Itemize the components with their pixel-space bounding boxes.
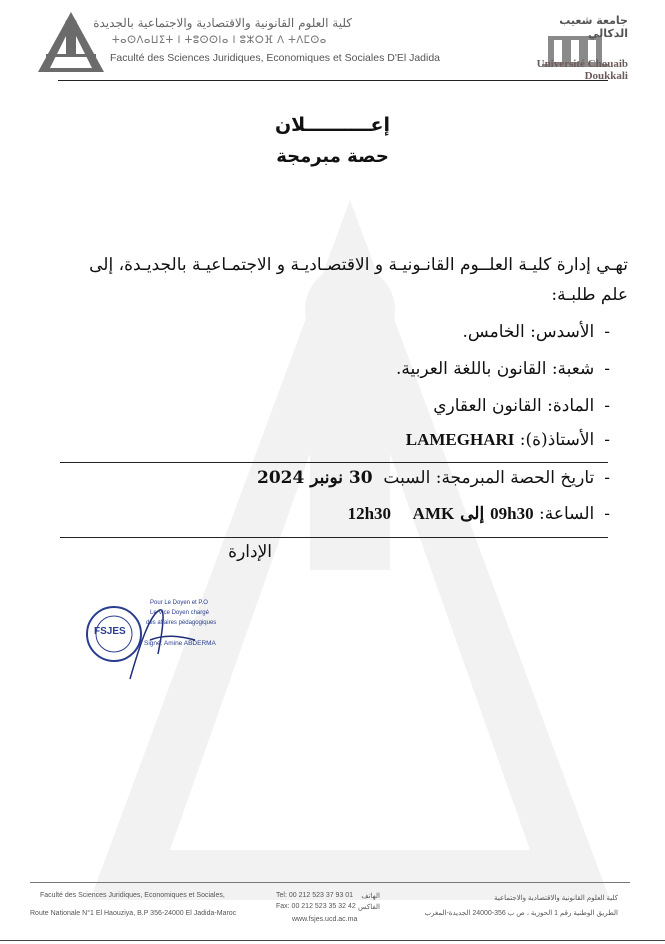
faculty-name-tifinagh: ⵜⴰⵙⴷⴰⵡⵉⵜ ⵏ ⵜⵓⵙⵙⵏⴰ ⵏ ⵓⵣⵔⴼ ⴷ ⵜⴷⵎⵙⴰ xyxy=(112,35,327,46)
footer-right-line-1: كلية العلوم القانونية والاقتصادية والاجتماعية xyxy=(494,895,618,902)
university-name-arabic: جامعة شعيب الدكالي xyxy=(559,14,628,40)
announcement-title: إعــــــــــلان xyxy=(274,114,391,136)
item-label: شعبة: xyxy=(546,359,595,379)
list-item-time: -الساعة: 09h30 إلى 12h30 AMK xyxy=(347,504,610,524)
footer-fax: Fax: 00 212 523 35 32 42 xyxy=(276,903,356,910)
footer-left-line-1: Faculté des Sciences Juridiques, Economiques et Sociales, xyxy=(40,892,225,899)
item-value: القانون العقاري xyxy=(433,396,542,416)
footer-divider xyxy=(30,882,630,883)
faculty-name-french: Faculté des Sciences Juridiques, Economiques et Sociales D'El Jadida xyxy=(110,52,441,64)
table-top-border xyxy=(60,462,608,463)
footer-left-line-2: Route Nationale N°1 El Haouziya, B.P 356-24000 El Jadida-Maroc xyxy=(30,910,237,917)
intro-paragraph: تهـي إدارة كليـة العلــوم القانـونيـة و الاقتصـاديـة و الاجتمـاعيـة بالجديـدة، إلى علم طلبـة: xyxy=(89,255,628,305)
signature-stamp xyxy=(80,600,250,685)
footer-right-line-2: الطريق الوطنية رقم 1 الحوزية ، ص ب 356-24000 الجديدة-المغرب xyxy=(424,910,618,917)
announcement-subtitle: حصة مبرمجة xyxy=(276,146,389,167)
page-bottom-border xyxy=(0,940,665,941)
time-end: 12h30 xyxy=(347,504,392,523)
university-name-french: Université Chouaib Doukkali xyxy=(536,58,628,82)
time-start: 09h30 xyxy=(490,504,534,523)
faculty-name-arabic: كلية العلوم القانونية والاقتصادية والاجتماعية بالجديدة xyxy=(93,16,352,30)
date-day: السبت xyxy=(383,468,431,488)
header-divider xyxy=(58,80,608,81)
footer-tel-arabic: الهاتف xyxy=(361,893,380,900)
footer-website: www.fsjes.ucd.ac.ma xyxy=(292,916,358,923)
signature-line-4: Signé: Amine ABDERMA xyxy=(144,640,216,647)
time-separator: إلى xyxy=(454,504,491,524)
date-label: تاريخ الحصة المبرمجة: xyxy=(430,468,595,488)
item-value: الخامس. xyxy=(462,322,525,342)
room-code: AMK xyxy=(412,504,455,523)
table-bottom-border xyxy=(60,537,608,538)
list-item-semester: -الأسدس: الخامس. xyxy=(462,322,610,342)
signature-line-2: Le Vice Doyen chargé xyxy=(150,610,209,616)
signature-line-3: des affaires pédagogiques xyxy=(146,620,217,626)
signature-line-1: Pour Le Doyen et P.O xyxy=(150,600,208,606)
stamp-text: FSJES xyxy=(94,626,126,637)
item-value: القانون باللغة العربية. xyxy=(396,359,547,379)
list-item-branch: -شعبة: القانون باللغة العربية. xyxy=(396,359,610,379)
list-item-professor: -الأستاذ(ة): LAMEGHARI xyxy=(405,430,610,450)
item-label: الأسدس: xyxy=(524,322,595,342)
item-label: المادة: xyxy=(541,396,595,416)
list-item-subject: -المادة: القانون العقاري xyxy=(433,396,610,416)
list-item-date: -تاريخ الحصة المبرمجة: السبت 30 نونبر 2024 xyxy=(257,468,610,488)
item-label: الأستاذ(ة): xyxy=(514,430,595,450)
footer-fax-arabic: الفاكس xyxy=(357,904,380,911)
date-value: 30 نونبر 2024 xyxy=(257,468,373,488)
footer-tel: Tel: 00 212 523 37 93 01 xyxy=(276,892,354,899)
professor-name: LAMEGHARI xyxy=(405,430,515,449)
handwritten-signature-icon xyxy=(120,604,210,684)
time-label: الساعة: xyxy=(533,504,595,524)
administration-label: الإدارة xyxy=(228,542,272,562)
